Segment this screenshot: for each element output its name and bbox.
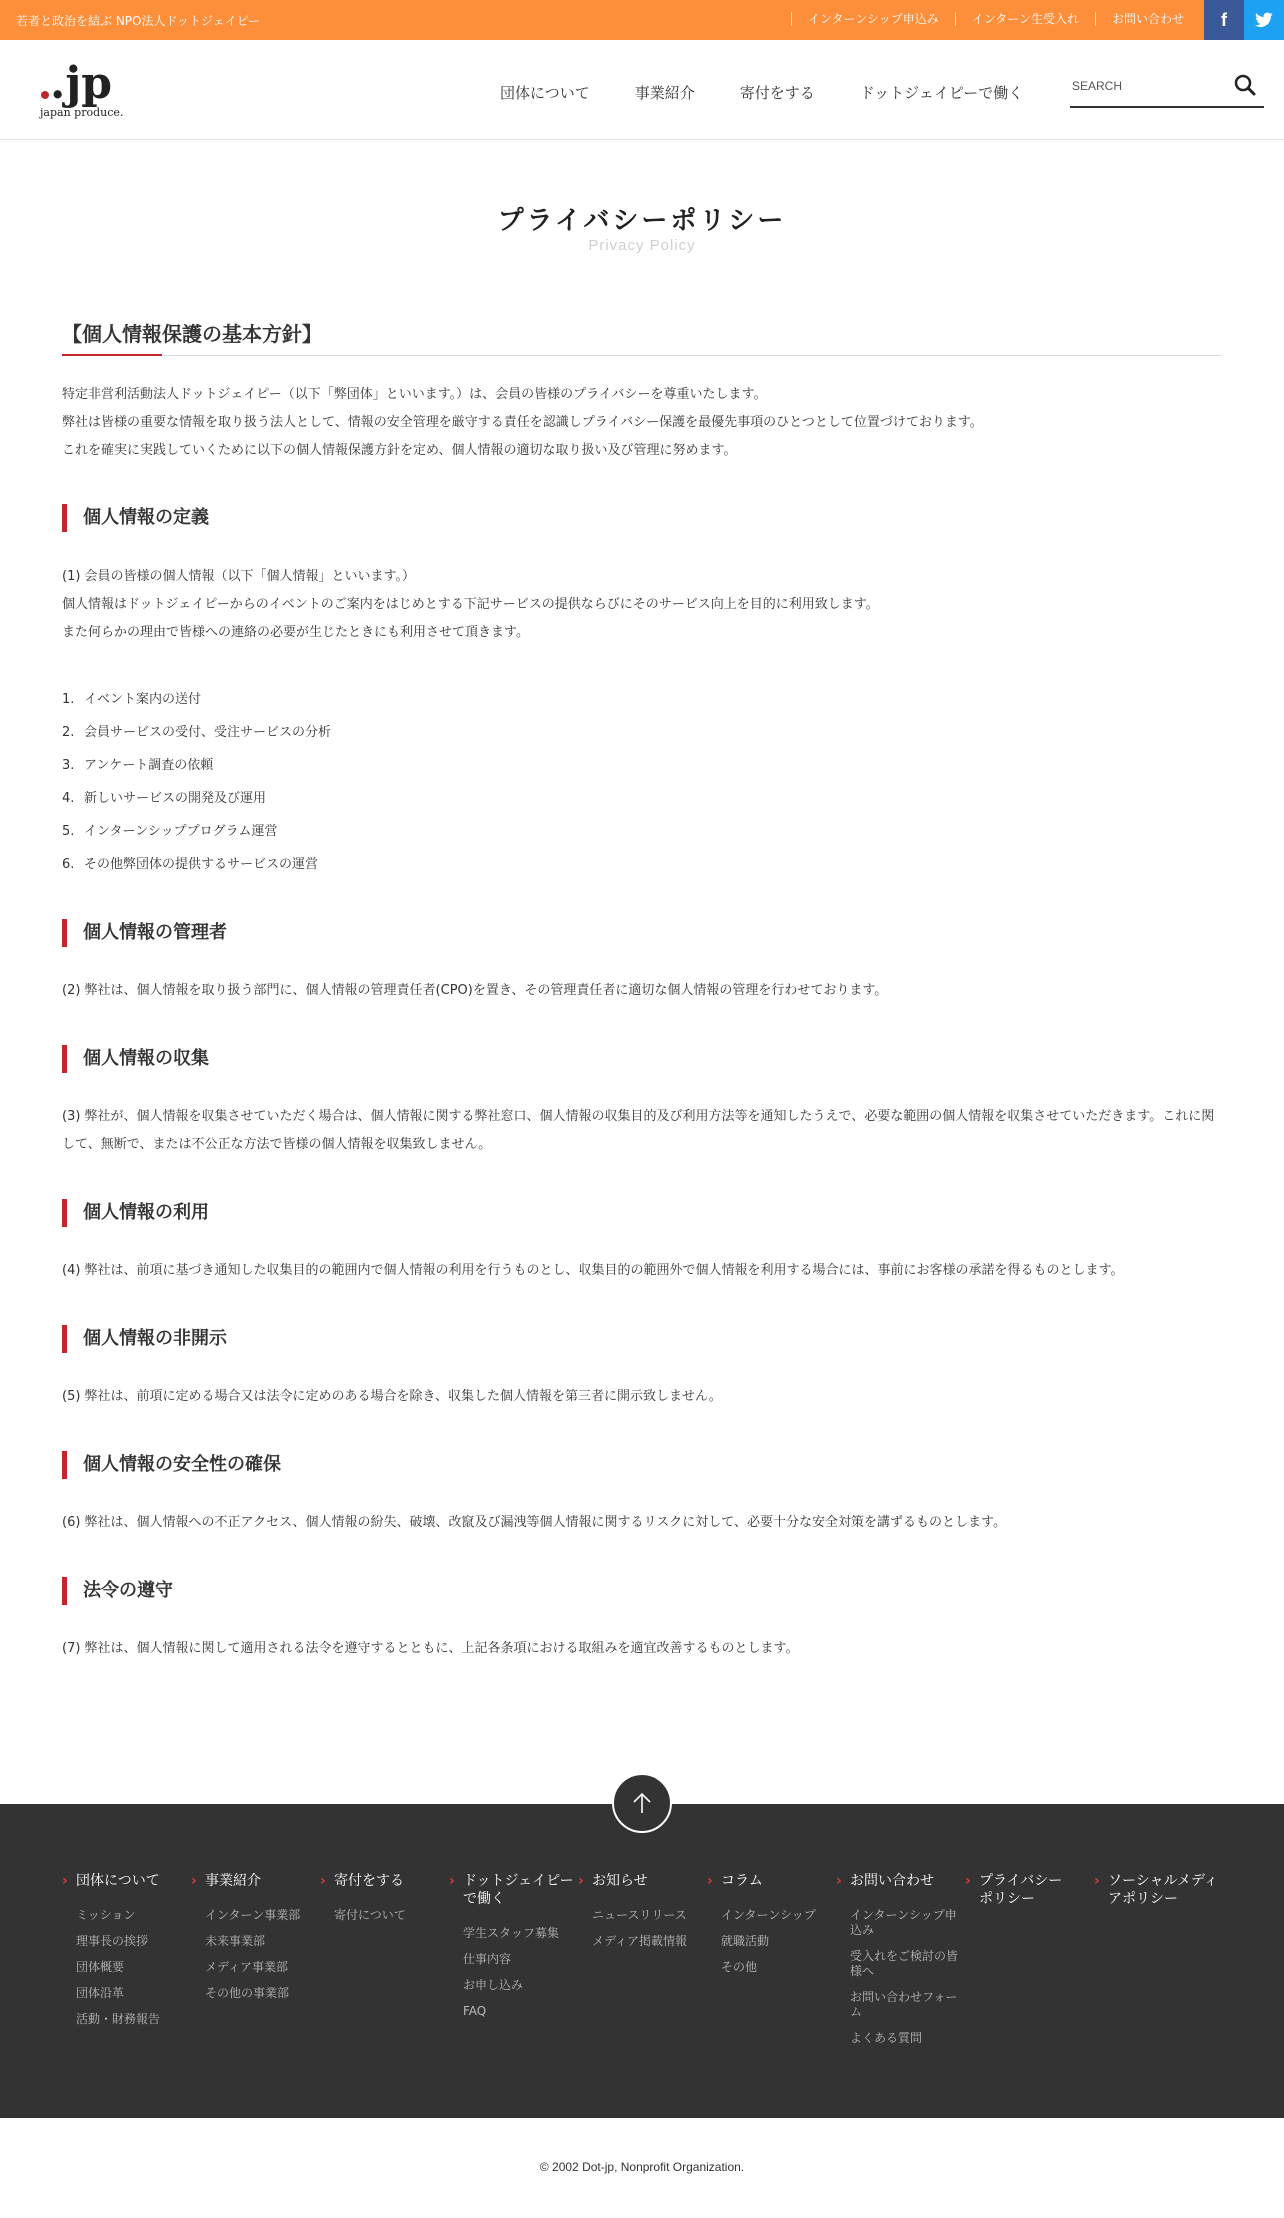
list-item: 1. イベント案内の送付 [62,692,202,707]
footer-link[interactable]: その他の事業部 [205,1986,290,2000]
search-box [1070,64,1264,108]
section-heading-nondisclosure: 個人情報の非開示 [62,1325,227,1353]
chevron-right-icon: › [1094,1873,1100,1889]
footer-link[interactable]: お申し込み [463,1978,524,1992]
section-collection-text: (3) 弊社が、個人情報を収集させていただく場合は、個人情報に関する弊社窓口、個人情報の収集目的及び利用方法等を通知したうえで、必要な範囲の個人情報を収集させていただきます。これに関して、無断で、または不公正な方法で皆様の個人情報を収集致しません。 [62,1109,1215,1152]
section-heading-compliance: 法令の遵守 [62,1577,173,1605]
chevron-right-icon: › [320,1873,326,1889]
chevron-right-icon: › [965,1873,971,1889]
nav-work[interactable]: ドットジェイピーで働く [859,84,1024,102]
copyright: © 2002 Dot-jp, Nonprofit Organization. [539,2160,745,2174]
footer-col-work [449,1872,574,2030]
footer-link[interactable]: インターン事業部 [205,1908,301,1922]
chevron-right-icon: › [578,1873,584,1889]
list-item: 6. その他弊団体の提供するサービスの運営 [62,857,319,872]
footer-link[interactable]: 受入れをご検討の皆様へ [850,1949,959,1978]
arrow-up-icon [631,1791,653,1815]
chevron-right-icon: › [836,1873,842,1889]
section-heading-security: 個人情報の安全性の確保 [62,1451,281,1479]
section-paragraph: また何らかの理由で皆様への連絡の必要が生じたときにも利用させて頂きます。 [62,625,529,640]
footer-heading: 寄付をする [334,1873,404,1889]
chevron-right-icon: › [62,1873,68,1889]
main-nav [500,82,1068,103]
footer-link[interactable]: その他 [721,1960,758,1974]
usage-list [62,686,331,884]
footer-link[interactable]: 就職活動 [721,1934,770,1948]
section-nondisclosure-text: (5) 弊社は、前項に定める場合又は法令に定めのある場合を除き、収集した個人情報を第三者に開示致しません。 [62,1389,722,1404]
footer-link[interactable]: インターンシップ申込み [850,1908,957,1937]
intro-line: 弊社は皆様の重要な情報を取り扱う法人として、情報の安全管理を厳守する責任を認識しプライバシー保護を最優先事項のひとつとして位置づけております。 [62,415,983,430]
footer-link[interactable]: よくある質問 [850,2031,923,2045]
site-tagline: 若者と政治を結ぶ NPO法人ドットジェイピー [16,14,261,28]
top-link-contact[interactable]: お問い合わせ [1095,12,1184,26]
section-manager-text: (2) 弊社は、個人情報を取り扱う部門に、個人情報の管理責任者(CPO)を置き、その管理責任者に適切な個人情報の管理を行わせております。 [62,983,888,998]
list-item: 4. 新しいサービスの開発及び運用 [62,791,267,806]
footer-col-privacy [965,1872,1065,1908]
footer-col-column [707,1872,827,1986]
chevron-right-icon: › [191,1873,197,1889]
footer-heading: お知らせ [592,1873,648,1889]
policy-main-heading [62,318,1222,356]
top-links [775,12,1184,26]
nav-projects[interactable]: 事業紹介 [634,84,695,102]
footer-col-social-policy [1094,1872,1220,1908]
footer-col-about [62,1872,182,2038]
footer-heading: ドットジェイピーで働く [463,1873,574,1907]
search-icon[interactable] [1234,74,1256,96]
footer-heading: 事業紹介 [205,1873,261,1889]
policy-intro [62,381,1222,465]
site-logo[interactable] [38,58,134,120]
section-heading-use: 個人情報の利用 [62,1199,209,1227]
logo-text: .jp [50,58,113,109]
footer-link[interactable]: ニュースリリース [592,1908,687,1922]
footer-col-news [578,1872,698,1960]
footer-link[interactable]: 理事長の挨拶 [76,1934,149,1948]
section-heading-collection: 個人情報の収集 [62,1045,209,1073]
nav-about[interactable]: 団体について [500,84,590,102]
section-security-text: (6) 弊社は、個人情報への不正アクセス、個人情報の紛失、破壊、改竄及び漏洩等個人情報に関するリスクに対して、必要十分な安全対策を講ずるものとします。 [62,1515,1006,1530]
footer-heading: お問い合わせ [850,1873,934,1889]
footer-heading: コラム [721,1873,763,1889]
footer-link[interactable]: 仕事内容 [463,1952,512,1966]
logo-subtext: japan produce. [40,106,124,119]
section-definition-text [62,563,1222,647]
list-item: 3. アンケート調査の依頼 [62,758,214,773]
heading-underline [62,354,162,356]
list-item: 2. 会員サービスの受付、受注サービスの分析 [62,725,332,740]
section-heading-manager: 個人情報の管理者 [62,919,227,947]
footer-link[interactable]: インターンシップ [721,1908,816,1922]
footer-link[interactable]: FAQ [463,2004,487,2018]
page-title: プライバシーポリシー [497,206,787,236]
footer-heading: 団体について [76,1873,160,1889]
footer-col-contact [836,1872,964,2057]
section-heading-definition: 個人情報の定義 [62,504,209,532]
chevron-right-icon: › [707,1873,713,1889]
search-input[interactable] [1072,76,1222,96]
policy-main-heading-text: 【個人情報保護の基本方針】 [62,322,322,346]
top-link-intern-host[interactable]: インターン生受入れ [955,12,1079,26]
section-paragraph: (1) 会員の皆様の個人情報（以下「個人情報」といいます。） [62,569,416,584]
footer-heading: ソーシャルメディアポリシー [1108,1873,1218,1907]
intro-line: これを確実に実践していくために以下の個人情報保護方針を定め、個人情報の適切な取り扱い及び管理に努めます。 [62,443,737,458]
site-header [0,40,1284,140]
twitter-icon[interactable] [1244,0,1284,40]
list-item: 5. インターンシッププログラム運営 [62,824,278,839]
nav-donate[interactable]: 寄付をする [739,84,815,102]
page-subtitle: Privacy Policy [588,237,696,254]
footer-link[interactable]: 団体沿革 [76,1986,125,2000]
footer-link[interactable]: 未来事業部 [205,1934,266,1948]
footer-link[interactable]: メディア事業部 [205,1960,289,1974]
footer-heading: プライバシーポリシー [979,1873,1063,1907]
intro-line: 特定非営利活動法人ドットジェイピー（以下「弊団体」といいます。）は、会員の皆様のプライバシーを尊重いたします。 [62,387,767,402]
footer-col-projects [191,1872,311,2012]
top-bar [0,0,1284,40]
footer-link[interactable]: 団体概要 [76,1960,125,1974]
footer-link[interactable]: メディア掲載情報 [592,1934,688,1948]
section-compliance-text: (7) 弊社は、個人情報に関して適用される法令を遵守するとともに、上記各条項における取組みを適宜改善するものとします。 [62,1641,799,1656]
chevron-right-icon: › [449,1873,455,1889]
footer-link[interactable]: ミッション [76,1908,136,1922]
footer-link[interactable]: 活動・財務報告 [76,2012,161,2026]
section-use-text: (4) 弊社は、前項に基づき通知した収集目的の範囲内で個人情報の利用を行うものとし、収集目的の範囲外で個人情報を利用する場合には、事前にお客様の承諾を得るものとします。 [62,1263,1124,1278]
facebook-icon[interactable]: f [1204,0,1244,40]
back-to-top-button[interactable] [612,1773,672,1833]
footer-link[interactable]: 寄付について [334,1908,406,1922]
footer-col-donate [320,1872,440,1934]
footer-link[interactable]: 学生スタッフ募集 [463,1926,560,1940]
footer-link[interactable]: お問い合わせフォーム [850,1990,958,2019]
top-link-internship-apply[interactable]: インターンシップ申込み [791,12,939,26]
section-paragraph: 個人情報はドットジェイピーからのイベントのご案内をはじめとする下記サービスの提供ならびにそのサービス向上を目的に利用致します。 [62,597,879,612]
